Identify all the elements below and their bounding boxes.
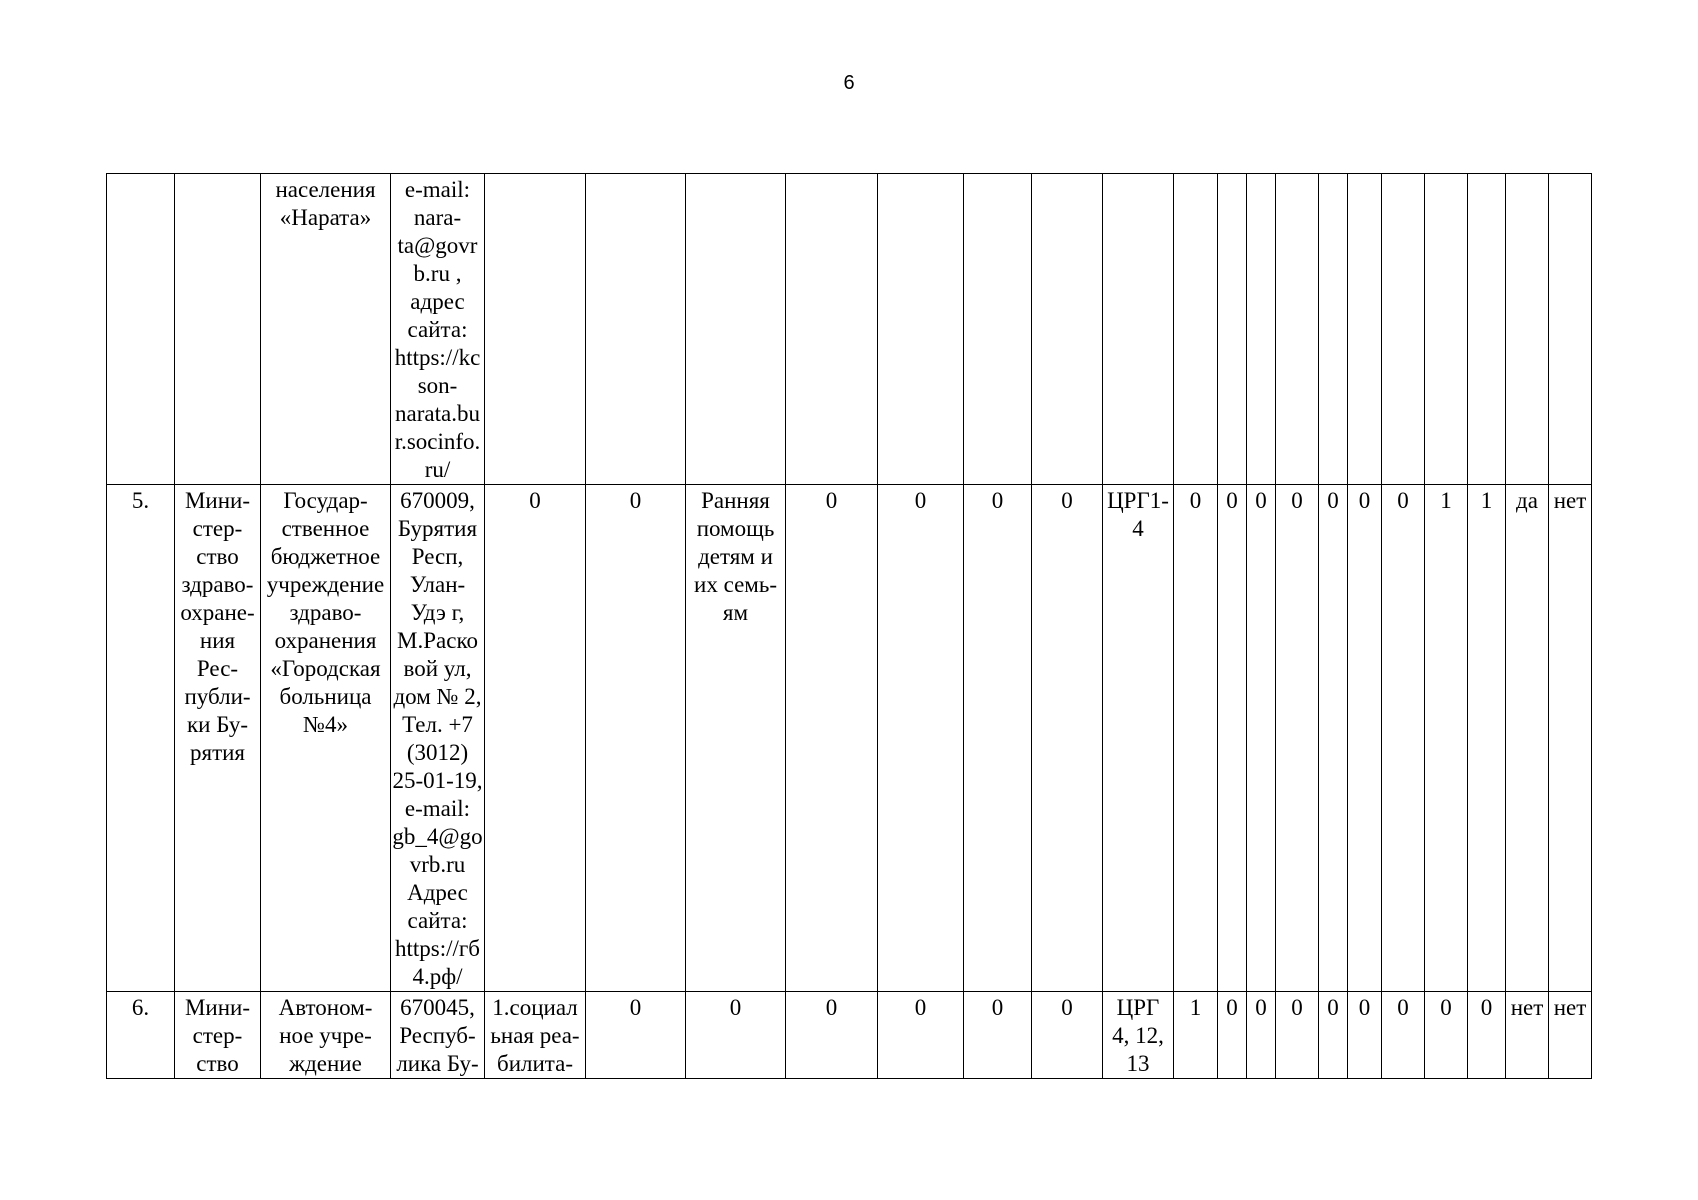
table-cell: 6. [107,992,175,1079]
table-cell: ЦРГ 4, 12, 13 [1103,992,1174,1079]
table-cell [107,174,175,485]
table-cell [1549,174,1592,485]
table-cell [175,174,261,485]
table-cell [1468,174,1506,485]
data-table [106,173,1592,1079]
table-cell [1506,174,1549,485]
table-cell: 5. [107,485,175,992]
table-cell: Автоном- ное учре- ждение [261,992,391,1079]
table-cell: 0 [1348,485,1382,992]
table-cell [686,174,786,485]
table-cell: нет [1549,485,1592,992]
table-cell: населения «Нарата» [261,174,391,485]
table-cell [586,174,686,485]
table-row [107,992,1592,1079]
table-cell: Мини- стер- ство [175,992,261,1079]
table-cell: 0 [1319,992,1348,1079]
table-cell: 0 [1247,992,1276,1079]
page-number: 6 [843,72,855,94]
table-cell: ЦРГ1- 4 [1103,485,1174,992]
table-cell: 0 [1218,485,1247,992]
table-cell [1174,174,1218,485]
table-cell: 1.социал ьная реа- билита- [485,992,586,1079]
table-cell [1382,174,1425,485]
table-cell: 0 [1382,992,1425,1079]
table-cell [878,174,964,485]
table-cell: 0 [1348,992,1382,1079]
table-cell: 0 [1319,485,1348,992]
table-cell: 0 [878,485,964,992]
table-cell: 0 [1247,485,1276,992]
table-cell: 0 [1032,485,1103,992]
table-cell [1319,174,1348,485]
table-cell: 0 [686,992,786,1079]
table-cell: нет [1506,992,1549,1079]
table-cell: 0 [1218,992,1247,1079]
table-cell: Ранняя помощь детям и их семь- ям [686,485,786,992]
table-cell: Государ- ственное бюджетное учреждение здраво- охранения «Городская больница №4» [261,485,391,992]
table-cell: 0 [1174,485,1218,992]
table-cell: 0 [964,485,1032,992]
table-cell: 0 [586,485,686,992]
table-cell: 0 [964,992,1032,1079]
table-cell [786,174,878,485]
table-cell [485,174,586,485]
table-cell: 0 [786,485,878,992]
table-row [107,485,1592,992]
table-cell: 0 [1468,992,1506,1079]
table-cell [964,174,1032,485]
table-cell [1276,174,1319,485]
table-cell: 0 [1032,992,1103,1079]
table-cell [1247,174,1276,485]
table-cell: 0 [586,992,686,1079]
table-cell: да [1506,485,1549,992]
table-row [107,174,1592,485]
table-cell: 670009, Бурятия Респ, Улан- Удэ г, М.Раско вой ул, дом № 2, Тел. +7 (3012) 25-01-19, e-mail: gb_4@go vrb.ru Адрес сайта: https://гб 4.рф/ [391,485,485,992]
table-cell: 1 [1425,485,1468,992]
table-cell: Мини- стер- ство здраво- охране- ния Рес- публи- ки Бу- рятия [175,485,261,992]
table-cell: e-mail: nara- ta@govr b.ru , адрес сайта: https://kc son- narata.bu r.socinfo. ru/ [391,174,485,485]
table-cell: 0 [485,485,586,992]
table-cell: 0 [1276,992,1319,1079]
table-cell: 0 [786,992,878,1079]
table-cell: 0 [1425,992,1468,1079]
table-cell [1103,174,1174,485]
table-cell [1348,174,1382,485]
table-cell: 1 [1174,992,1218,1079]
table-cell: 0 [1382,485,1425,992]
table-cell: 670045, Респуб- лика Бу- [391,992,485,1079]
table-cell [1032,174,1103,485]
table-cell: 1 [1468,485,1506,992]
table-cell [1425,174,1468,485]
table-cell: 0 [1276,485,1319,992]
table-cell: 0 [878,992,964,1079]
table-cell: нет [1549,992,1592,1079]
table-cell [1218,174,1247,485]
